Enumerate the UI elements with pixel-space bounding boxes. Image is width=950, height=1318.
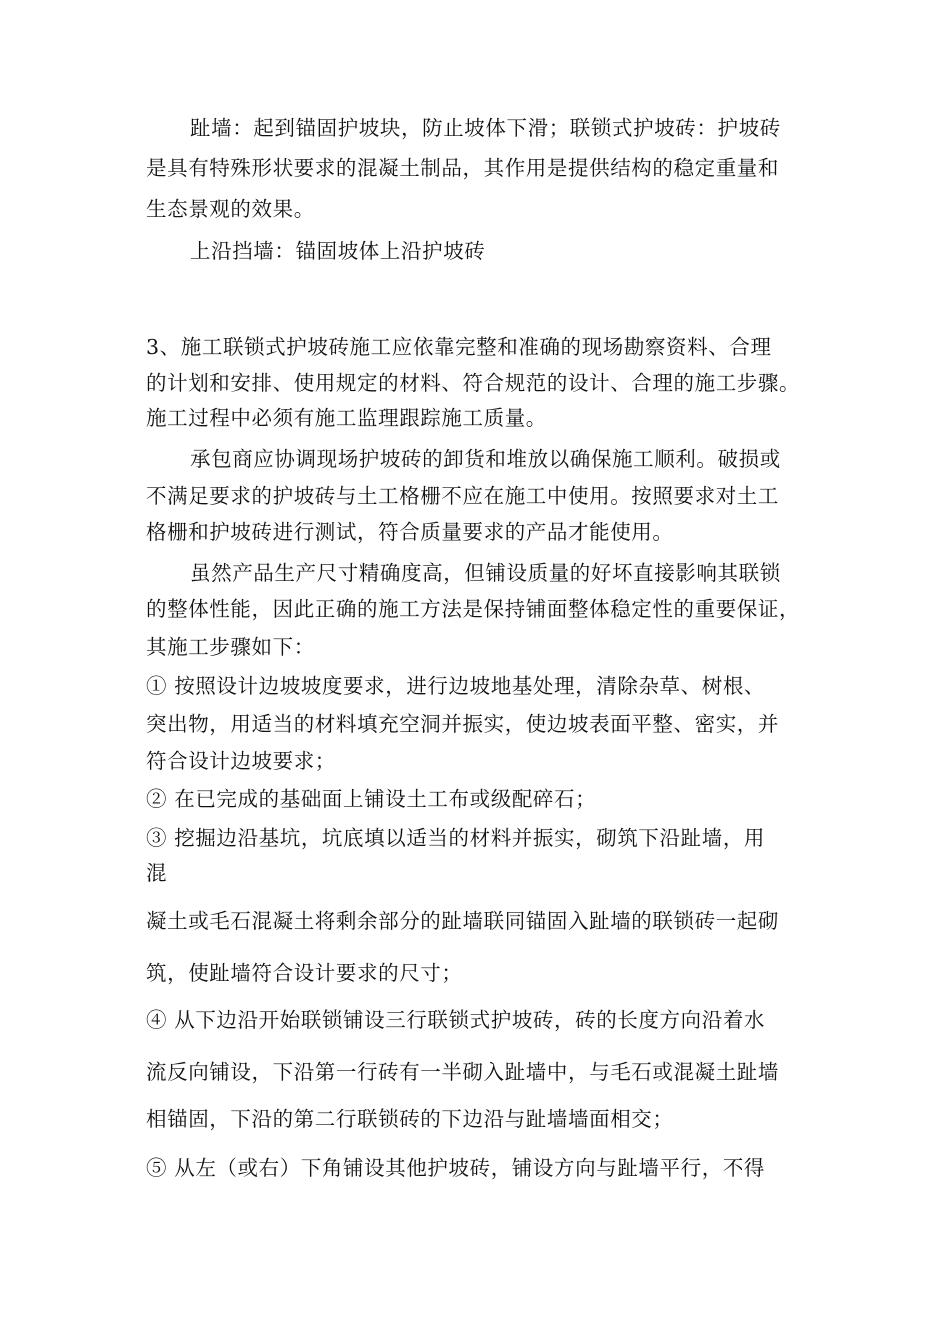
list-item-line: ③ 挖掘边沿基坑，坑底填以适当的材料并振实，砌筑下沿趾墙，用 <box>146 826 766 850</box>
paragraph-line: 3、施工联锁式护坡砖施工应依靠完整和准确的现场勘察资料、合理 <box>146 335 772 359</box>
paragraph-line: 是具有特殊形状要求的混凝土制品，其作用是提供结构的稳定重量和 <box>146 156 779 180</box>
paragraph-line: 上沿挡墙：锚固坡体上沿护坡砖 <box>190 239 486 263</box>
list-item-line: ② 在已完成的基础面上铺设土工布或级配碎石； <box>146 787 597 811</box>
list-item-line: 混 <box>146 861 168 885</box>
list-item-line: ④ 从下边沿开始联锁铺设三行联锁式护坡砖，砖的长度方向沿着水 <box>146 1008 766 1032</box>
list-item-line: ① 按照设计边坡坡度要求，进行边坡地基处理，清除杂草、树根、 <box>146 674 766 698</box>
paragraph-line: 虽然产品生产尺寸精确度高，但铺设质量的好坏直接影响其联锁 <box>190 561 781 585</box>
list-item-line: 突出物，用适当的材料填充空洞并振实，使边坡表面平整、密实，并 <box>146 712 779 736</box>
list-item-line: 相锚固，下沿的第二行联锁砖的下边沿与趾墙墙面相交； <box>146 1107 674 1131</box>
list-item-line: 符合设计边坡要求； <box>146 749 336 773</box>
paragraph-line: 的整体性能，因此正确的施工方法是保持铺面整体稳定性的重要保证， <box>146 597 801 621</box>
list-item-line: 筑，使趾墙符合设计要求的尺寸； <box>146 961 463 985</box>
paragraph-line: 不满足要求的护坡砖与土工格栅不应在施工中使用。按照要求对土工 <box>146 484 779 508</box>
paragraph-line: 承包商应协调现场护坡砖的卸货和堆放以确保施工顺利。破损或 <box>190 447 781 471</box>
list-item-line: 凝土或毛石混凝土将剩余部分的趾墙联同锚固入趾墙的联锁砖一起砌 <box>146 909 779 933</box>
paragraph-line: 趾墙：起到锚固护坡块，防止坡体下滑；联锁式护坡砖：护坡砖 <box>190 116 781 140</box>
list-item-line: ⑤ 从左（或右）下角铺设其他护坡砖，铺设方向与趾墙平行，不得 <box>146 1156 766 1180</box>
paragraph-line: 其施工步骤如下： <box>146 635 315 659</box>
paragraph-line: 生态景观的效果。 <box>146 197 315 221</box>
paragraph-line: 的计划和安排、使用规定的材料、符合规范的设计、合理的施工步骤。 <box>146 371 801 395</box>
paragraph-line: 施工过程中必须有施工监理跟踪施工质量。 <box>146 406 547 430</box>
list-item-line: 流反向铺设，下沿第一行砖有一半砌入趾墙中，与毛石或混凝土趾墙 <box>146 1060 779 1084</box>
paragraph-line: 格栅和护坡砖进行测试，符合质量要求的产品才能使用。 <box>146 520 674 544</box>
